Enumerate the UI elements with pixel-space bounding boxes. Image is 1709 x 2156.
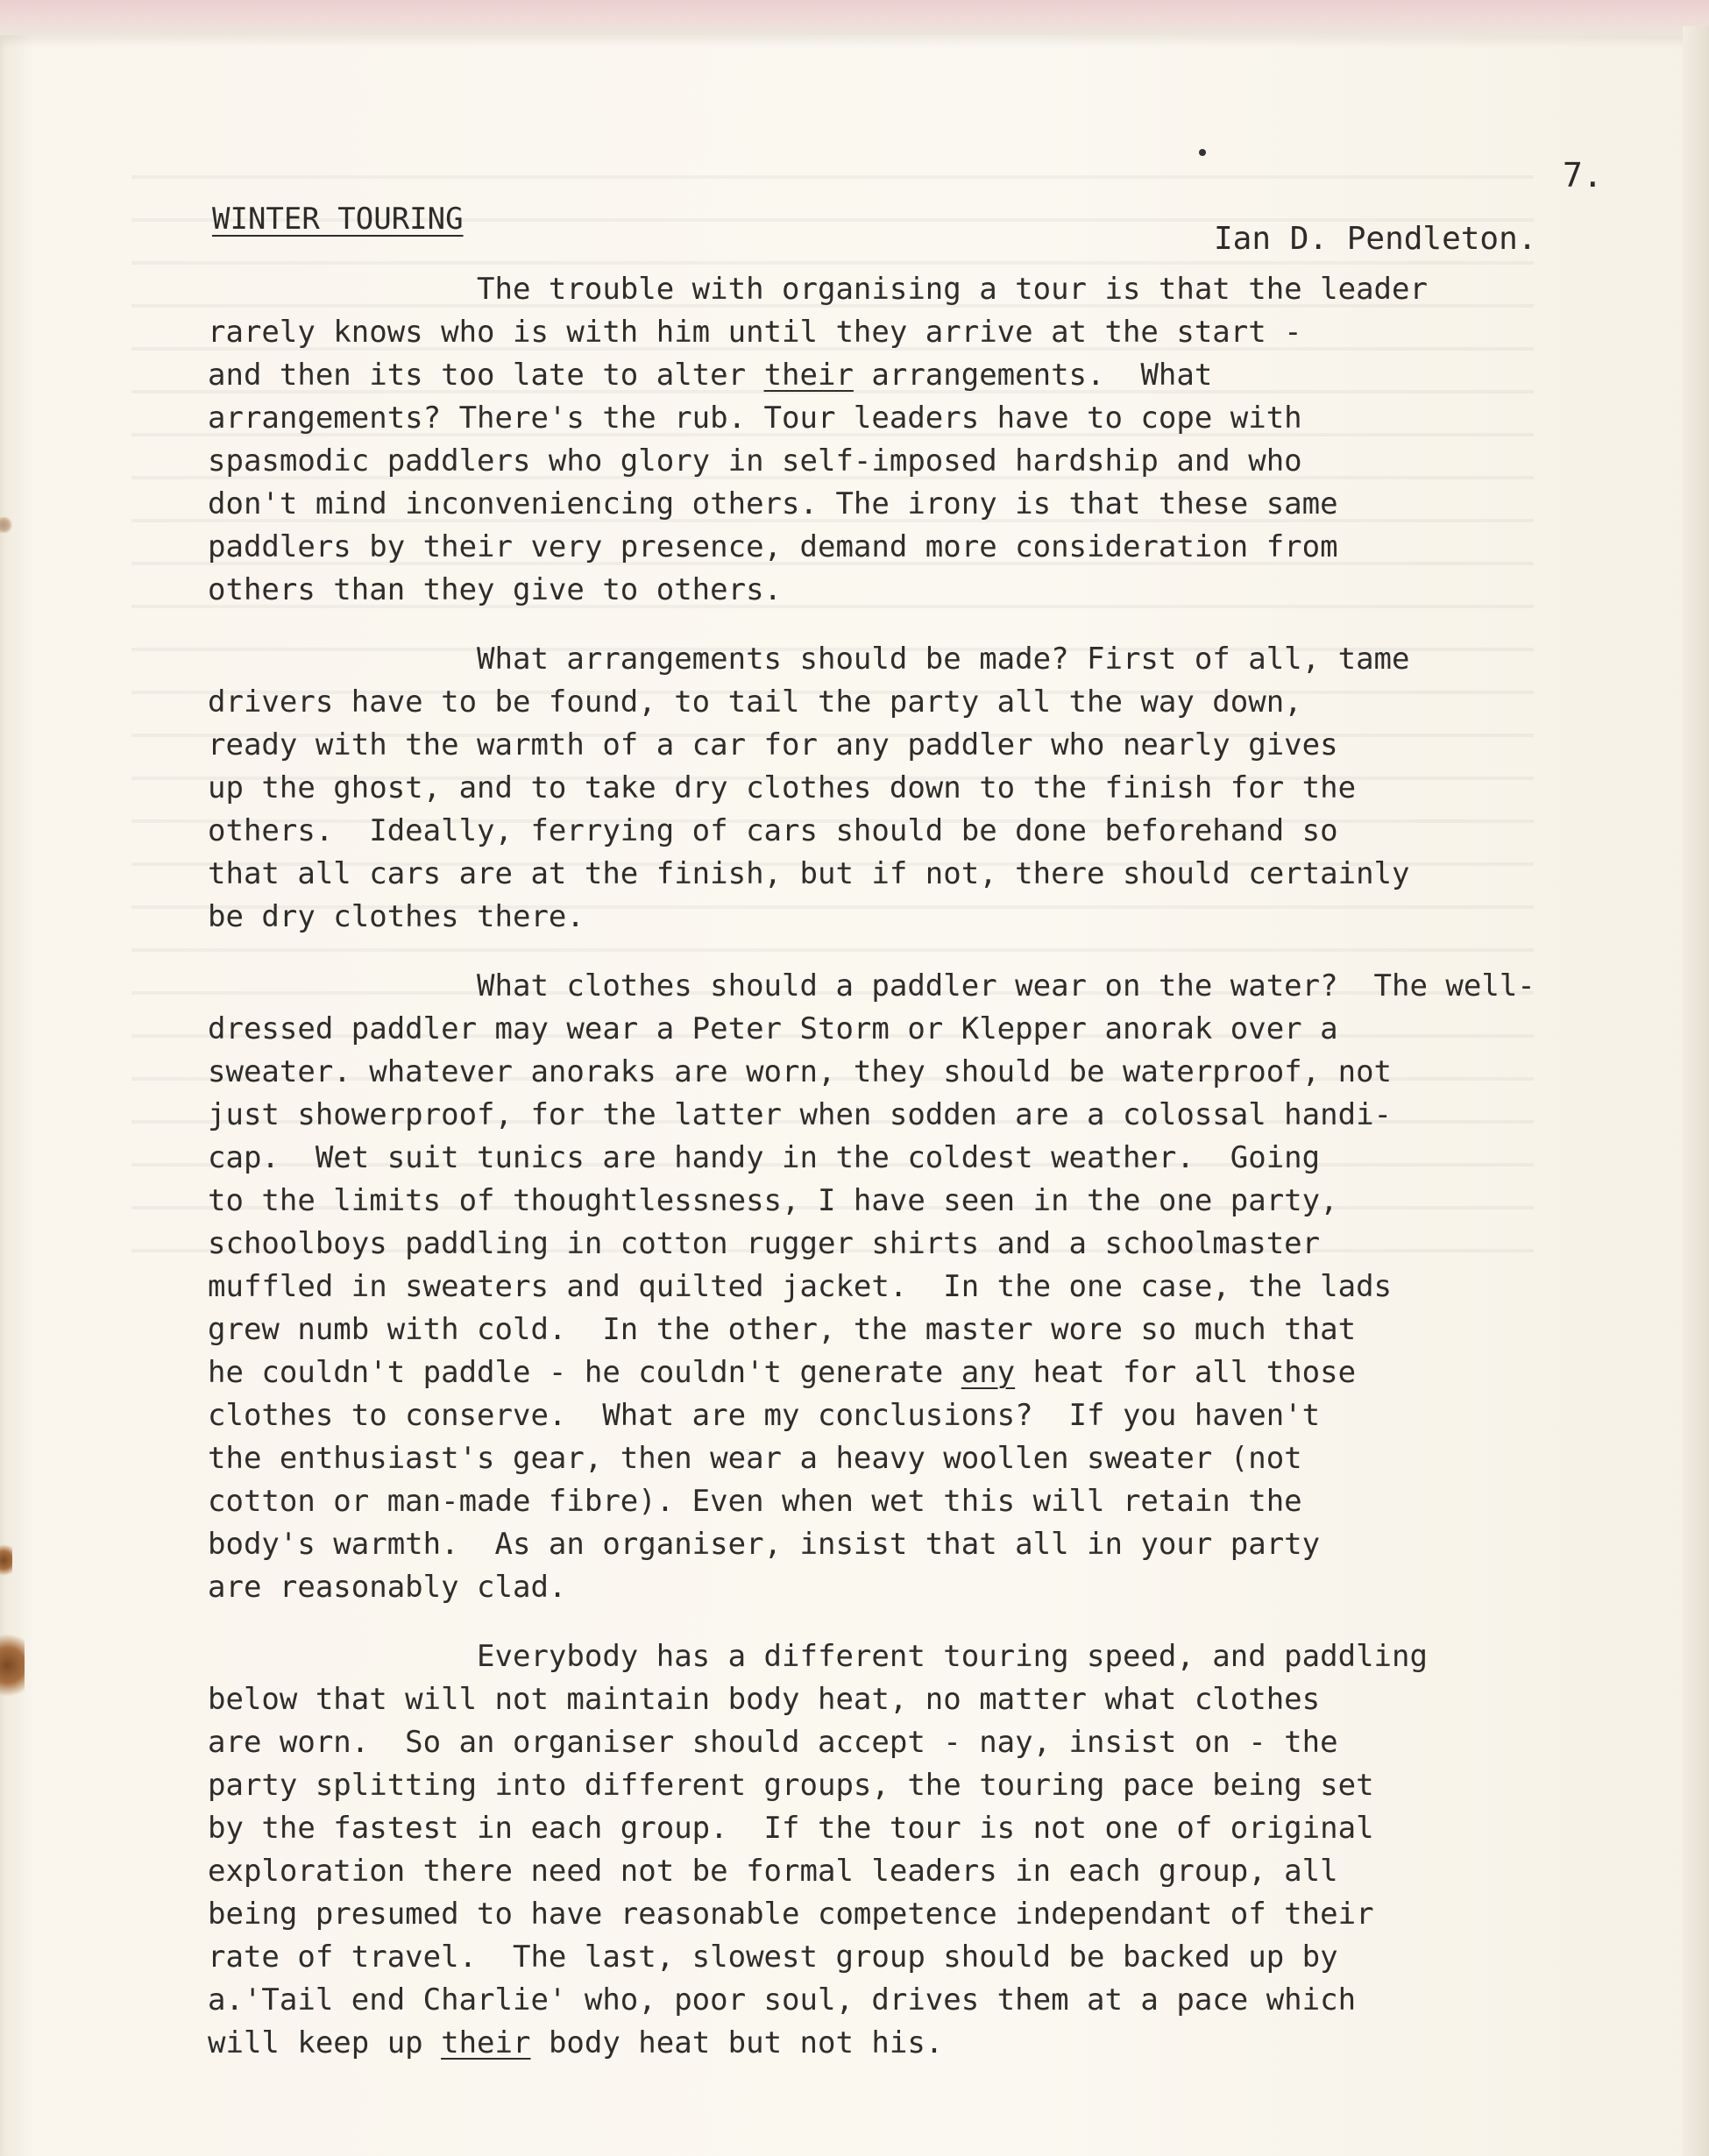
text-line bbox=[208, 268, 1698, 311]
text-segment: the enthusiast's gear, then wear a heavy woollen sweater (not bbox=[208, 1441, 1302, 1476]
page-top-edge bbox=[0, 0, 1709, 35]
text-segment: just showerproof, for the latter when sodden are a colossal handi- bbox=[208, 1097, 1393, 1132]
text-line bbox=[208, 2022, 1698, 2065]
text-line bbox=[208, 1764, 1698, 1807]
text-segment: body's warmth. As an organiser, insist that all in your party bbox=[208, 1527, 1321, 1562]
underlined-word: any bbox=[961, 1355, 1016, 1390]
ink-dot bbox=[1199, 149, 1206, 156]
text-segment: sweater. whatever anoraks are worn, they should be waterproof, not bbox=[208, 1054, 1393, 1089]
text-segment: schoolboys paddling in cotton rugger shirts and a schoolmaster bbox=[208, 1226, 1321, 1261]
text-line bbox=[208, 1850, 1698, 1893]
text-segment: party splitting into different groups, the touring pace being set bbox=[208, 1768, 1374, 1803]
text-line bbox=[208, 724, 1698, 767]
text-line bbox=[208, 853, 1698, 896]
text-line bbox=[208, 1480, 1698, 1523]
text-segment: by the fastest in each group. If the tour is not one of original bbox=[208, 1811, 1374, 1846]
text-segment: being presumed to have reasonable competence independant of their bbox=[208, 1897, 1374, 1932]
page-number: 7. bbox=[1563, 156, 1603, 195]
text-segment: dressed paddler may wear a Peter Storm or Klepper anorak over a bbox=[208, 1011, 1338, 1046]
text-line bbox=[208, 896, 1698, 939]
text-line bbox=[208, 1051, 1698, 1094]
text-segment: others than they give to others. bbox=[208, 572, 783, 607]
text-line bbox=[208, 311, 1698, 354]
text-segment: paddlers by their very presence, demand more consideration from bbox=[208, 529, 1338, 564]
text-segment: What arrangements should be made? First of all, tame bbox=[208, 642, 1410, 677]
text-segment: spasmodic paddlers who glory in self-imposed hardship and who bbox=[208, 443, 1302, 479]
text-segment: will keep up bbox=[208, 2025, 442, 2060]
text-line bbox=[208, 569, 1698, 612]
text-line bbox=[208, 1936, 1698, 1979]
underlined-word: their bbox=[441, 2025, 531, 2060]
text-line bbox=[208, 1566, 1698, 1609]
text-segment: ready with the warmth of a car for any paddler who nearly gives bbox=[208, 727, 1338, 762]
text-segment: rarely knows who is with him until they arrive at the start - bbox=[208, 315, 1302, 350]
text-line bbox=[208, 1223, 1698, 1266]
text-segment: that all cars are at the finish, but if not, there should certainly bbox=[208, 856, 1410, 891]
text-line bbox=[208, 1008, 1698, 1051]
text-segment: cotton or man-made fibre). Even when wet this will retain the bbox=[208, 1484, 1302, 1519]
text-line bbox=[208, 1351, 1698, 1394]
text-line bbox=[208, 1180, 1698, 1223]
text-segment: cap. Wet suit tunics are handy in the coldest weather. Going bbox=[208, 1140, 1321, 1175]
text-line bbox=[208, 1678, 1698, 1721]
text-segment: he couldn't paddle - he couldn't generate bbox=[208, 1355, 961, 1390]
text-line bbox=[208, 526, 1698, 569]
text-line bbox=[208, 1635, 1698, 1678]
text-line bbox=[208, 483, 1698, 526]
text-segment: don't mind inconveniencing others. The irony is that these same bbox=[208, 486, 1338, 521]
text-segment: What clothes should a paddler wear on the water? The well- bbox=[208, 968, 1535, 1004]
text-segment: below that will not maintain body heat, no matter what clothes bbox=[208, 1682, 1321, 1717]
text-line bbox=[208, 1437, 1698, 1480]
text-line bbox=[208, 1137, 1698, 1180]
text-line bbox=[208, 810, 1698, 853]
text-line bbox=[208, 1979, 1698, 2022]
text-segment: muffled in sweaters and quilted jacket. In the one case, the lads bbox=[208, 1269, 1393, 1304]
text-segment: Everybody has a different touring speed, and paddling bbox=[208, 1639, 1428, 1674]
text-segment: clothes to conserve. What are my conclusions? If you haven't bbox=[208, 1398, 1321, 1433]
rust-stain bbox=[0, 517, 12, 533]
text-line bbox=[208, 1807, 1698, 1850]
text-line bbox=[208, 1308, 1698, 1351]
text-line bbox=[208, 354, 1698, 397]
text-segment: exploration there need not be formal leaders in each group, all bbox=[208, 1854, 1338, 1889]
text-segment: and then its too late to alter bbox=[208, 358, 764, 393]
text-segment: a.'Tail end Charlie' who, poor soul, drives them at a pace which bbox=[208, 1982, 1357, 2018]
text-line bbox=[208, 397, 1698, 440]
text-segment: be dry clothes there. bbox=[208, 899, 585, 934]
text-segment: are worn. So an organiser should accept - nay, insist on - the bbox=[208, 1725, 1338, 1760]
text-segment: grew numb with cold. In the other, the master wore so much that bbox=[208, 1312, 1357, 1347]
article-title: WINTER TOURING bbox=[212, 202, 464, 237]
text-segment: heat for all those bbox=[1015, 1355, 1357, 1390]
text-segment: others. Ideally, ferrying of cars should be done beforehand so bbox=[208, 813, 1338, 848]
text-segment: drivers have to be found, to tail the party all the way down, bbox=[208, 684, 1302, 720]
rust-stain bbox=[0, 1543, 12, 1578]
text-line bbox=[208, 1266, 1698, 1308]
text-segment: body heat but not his. bbox=[530, 2025, 944, 2060]
text-line bbox=[208, 767, 1698, 810]
text-segment: up the ghost, and to take dry clothes down to the finish for the bbox=[208, 770, 1357, 805]
text-segment: to the limits of thoughtlessness, I have seen in the one party, bbox=[208, 1183, 1338, 1218]
text-segment: rate of travel. The last, slowest group should be backed up by bbox=[208, 1940, 1338, 1975]
rust-stain bbox=[0, 1630, 25, 1700]
text-line bbox=[208, 1523, 1698, 1566]
article-author: Ian D. Pendleton. bbox=[1214, 221, 1537, 257]
text-segment: The trouble with organising a tour is that the leader bbox=[208, 272, 1428, 307]
text-line bbox=[208, 1394, 1698, 1437]
article-body bbox=[208, 268, 1698, 2065]
text-line bbox=[208, 1094, 1698, 1137]
text-segment: arrangements. What bbox=[853, 358, 1213, 393]
text-line bbox=[208, 1893, 1698, 1936]
text-segment: arrangements? There's the rub. Tour leaders have to cope with bbox=[208, 401, 1302, 436]
underlined-word: their bbox=[763, 358, 854, 393]
text-line bbox=[208, 965, 1698, 1008]
text-line bbox=[208, 638, 1698, 681]
text-line bbox=[208, 1721, 1698, 1764]
text-segment: are reasonably clad. bbox=[208, 1570, 567, 1605]
text-line bbox=[208, 440, 1698, 483]
text-line bbox=[208, 681, 1698, 724]
